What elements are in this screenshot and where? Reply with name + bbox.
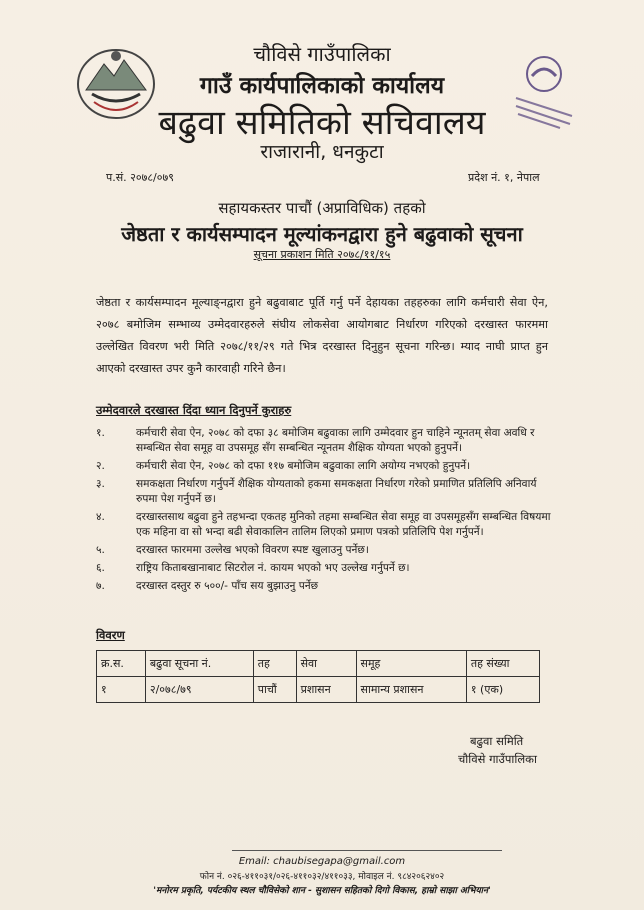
list-item: १. कर्मचारी सेवा ऐन, २०७८ को दफा ३८ बमोजिम बढुवाका लागि उम्मेदवार हुन चाहिने न्यूनतम् सेवा अवधि र सम्बन्धित सेवा समूह वा उपसमूह सँग सम्बन्धित न्यूनतम शैक्षिक योग्यता भएको हुनुपर्ने। (96, 427, 535, 454)
notice-title: जेष्ठता र कार्यसम्पादन मूल्यांकनद्वारा हुने बढुवाको सूचना (121, 222, 523, 246)
footer-email: Email: chaubisegapa@gmail.com (238, 856, 406, 867)
table-cell: २/०७८/७९ (145, 677, 253, 703)
municipality-name: चौविसे गाउँपालिका (253, 42, 391, 66)
list-item: ४. दरखास्तसाथ बढुवा हुने तहभन्दा एकतह मुनिको तहमा सम्बन्धित सेवा समूह वा उपसमूहसँग सम्बन्धित विषयमा एक महिना वा सो भन्दा बढी सेवाकालिन तालिम लिएको प्रमाण पत्रको प्रतिलिपि पेश गर्नुपर्ने। (96, 511, 551, 538)
details-table (96, 650, 540, 703)
instructions-heading: उम्मेदवारले दरखास्त दिंदा ध्यान दिनुपर्ने कुराहरु (96, 403, 292, 417)
column-header: समूह (356, 651, 466, 677)
table-cell: पाचौं (253, 677, 296, 703)
table-header-row (97, 651, 540, 677)
signature-municipality: चौविसे गाउँपालिका (458, 752, 537, 766)
list-item: ६. राष्ट्रिय किताबखानाबाट सिटरोल नं. कायम भएको भए उल्लेख गर्नुपर्ने छ। (96, 562, 410, 574)
table-cell: १ (एक) (466, 677, 539, 703)
official-seal-stamp-icon (510, 52, 578, 132)
table-cell: सामान्य प्रशासन (356, 677, 466, 703)
column-header: बढुवा सूचना नं. (145, 651, 253, 677)
publish-date: सूचना प्रकाशन मिति २०७८/११/१५ (253, 248, 391, 261)
list-item: ७. दरखास्त दस्तुर रु ५००/- पाँच सय बुझाउनु पर्नेछ (96, 580, 319, 592)
secretariat-name: बढुवा समितिको सचिवालय (158, 103, 486, 143)
instructions-list (96, 426, 554, 597)
footer-phone: फोन नं. ०२६-४११०३१/०२६-४११०३२/४११०३३, मोवाइल नं. ९८४२०६२४०२ (199, 872, 445, 882)
column-header: सेवा (296, 651, 356, 677)
office-address: राजारानी, धनकुटा (260, 141, 384, 163)
notice-paragraph: जेष्ठता र कार्यसम्पादन मूल्याङ्नद्वारा हुने बढुवाबाट पूर्ति गर्नु पर्ने देहायका तहहरुका लागि कर्मचारी सेवा ऐन, २०७८ बमोजिम सम्भाव्य उम्मेदवारहरुले संघीय लोकसेवा आयोगबाट निर्धारण गरिएको दरखास्त फारममा उल्लेखित विवरण भरी मिति २०७८/११/२९ गते भित्र दरखास्त दिनुहुन सूचना गरिन्छ। म्याद नाघी प्राप्त हुन आएको दरखास्त उपर कुनै कारवाही गरिने छैन। (96, 296, 548, 375)
table-row (97, 677, 540, 703)
table-cell: १ (97, 677, 146, 703)
signature-committee: बढुवा समिति (470, 734, 524, 748)
details-heading: विवरण (96, 628, 125, 642)
province-label: प्रदेश नं. १, नेपाल (468, 171, 540, 184)
list-item: २. कर्मचारी सेवा ऐन, २०७८ को दफा ११७ बमोजिम बढुवाका लागि अयोग्य नभएको हुनुपर्ने। (96, 460, 471, 472)
reference-number: प.सं. २०७८/०७९ (106, 171, 174, 184)
list-item: ३. समकक्षता निर्धारण गर्नुपर्ने शैक्षिक योग्यताको हकमा समकक्षता निर्धारण गरेको प्रमाणित प्रतिलिपि अनिवार्य रुपमा पेश गर्नुपर्ने छ। (96, 478, 537, 505)
list-item: ५. दरखास्त फारममा उल्लेख भएको विवरण स्पष्ट खुलाउनु पर्नेछ। (96, 544, 369, 556)
column-header: क्र.स. (97, 651, 146, 677)
table-cell: प्रशासन (296, 677, 356, 703)
notice-subtitle: सहायकस्तर पाचौं (अप्राविधिक) तहको (218, 199, 426, 217)
column-header: तह संख्या (466, 651, 539, 677)
footer-slogan: 'मनोरम प्रकृति, पर्यटकीय स्थल चौविसेको शान - सुशासन सहितको दिगो विकास, हाम्रो साझा अभियान' (153, 886, 491, 896)
column-header: तह (253, 651, 296, 677)
office-name: गाउँ कार्यपालिकाको कार्यालय (199, 73, 445, 99)
footer-divider (232, 850, 502, 851)
